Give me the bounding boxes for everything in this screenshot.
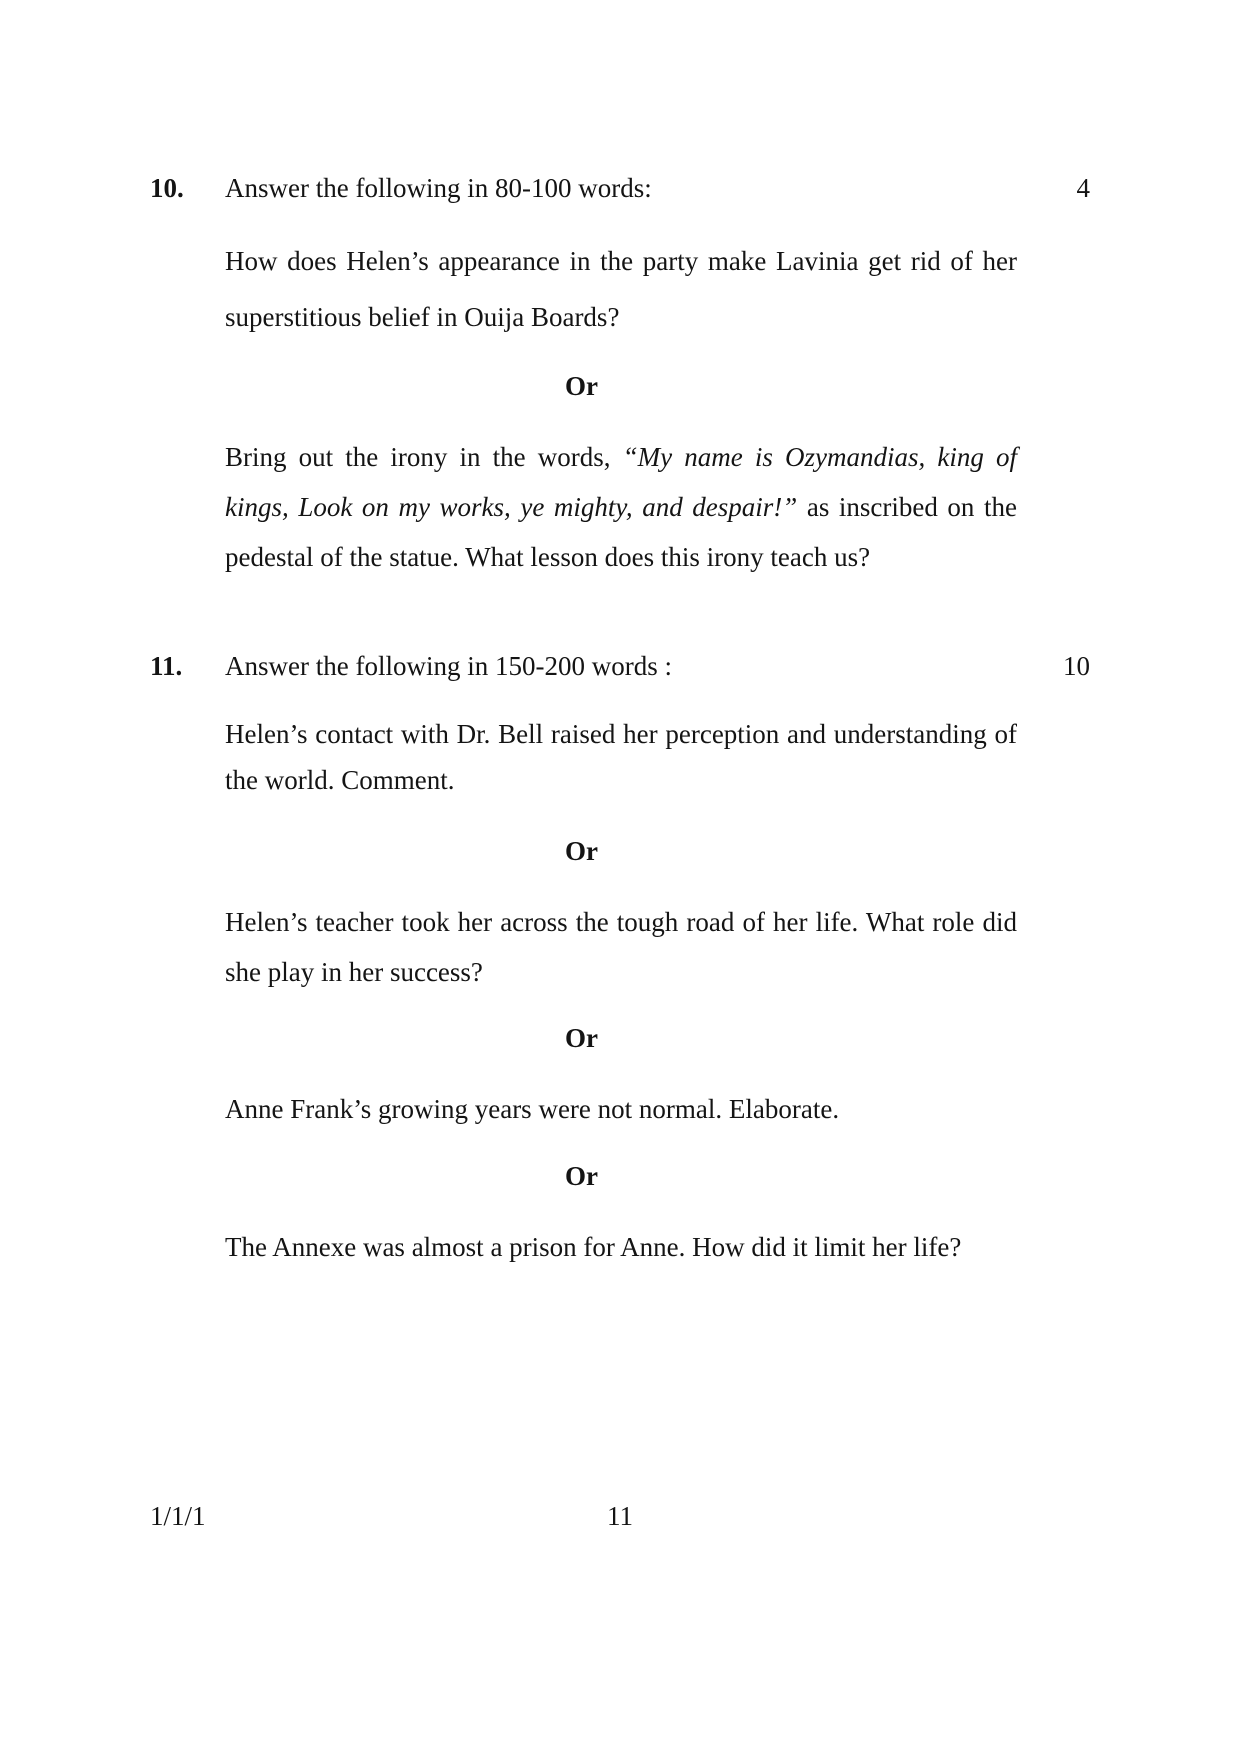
option-text-before: Bring out the irony in the words,	[225, 442, 623, 472]
option-quote: “My name is Ozymandias, king of kings, Look on my works, ye mighty, and despair!”	[225, 442, 1018, 522]
question-option-text: Anne Frank’s growing years were not normal. Elaborate.	[225, 1094, 840, 1124]
question-option-text: How does Helen’s appearance in the party make Lavinia get rid of her superstitious belief in Ouija Boards?	[225, 246, 1017, 332]
option-text-after: as inscribed on the pedestal of the statue. What lesson does this irony teach us?	[225, 492, 1017, 572]
page-number: 11	[607, 1501, 633, 1531]
question-option-text: The Annexe was almost a prison for Anne. How did it limit her life?	[225, 1232, 962, 1262]
question-number: 11.	[150, 651, 183, 681]
or-separator: Or	[565, 836, 598, 866]
question-instruction: Answer the following in 150-200 words :	[225, 651, 672, 681]
question-instruction: Answer the following in 80-100 words:	[225, 173, 652, 203]
or-separator: Or	[565, 1161, 598, 1191]
question-option-text: Helen’s teacher took her across the tough road of her life. What role did she play in her success?	[225, 907, 1017, 987]
or-separator: Or	[565, 371, 598, 401]
question-marks: 4	[1076, 173, 1090, 203]
question-number: 10.	[150, 173, 184, 203]
or-separator: Or	[565, 1023, 598, 1053]
question-marks: 10	[1063, 651, 1090, 681]
question-option-text	[225, 432, 1017, 582]
paper-code: 1/1/1	[150, 1501, 206, 1531]
question-option-text: Helen’s contact with Dr. Bell raised her perception and understanding of the world. Comment.	[225, 719, 1017, 795]
